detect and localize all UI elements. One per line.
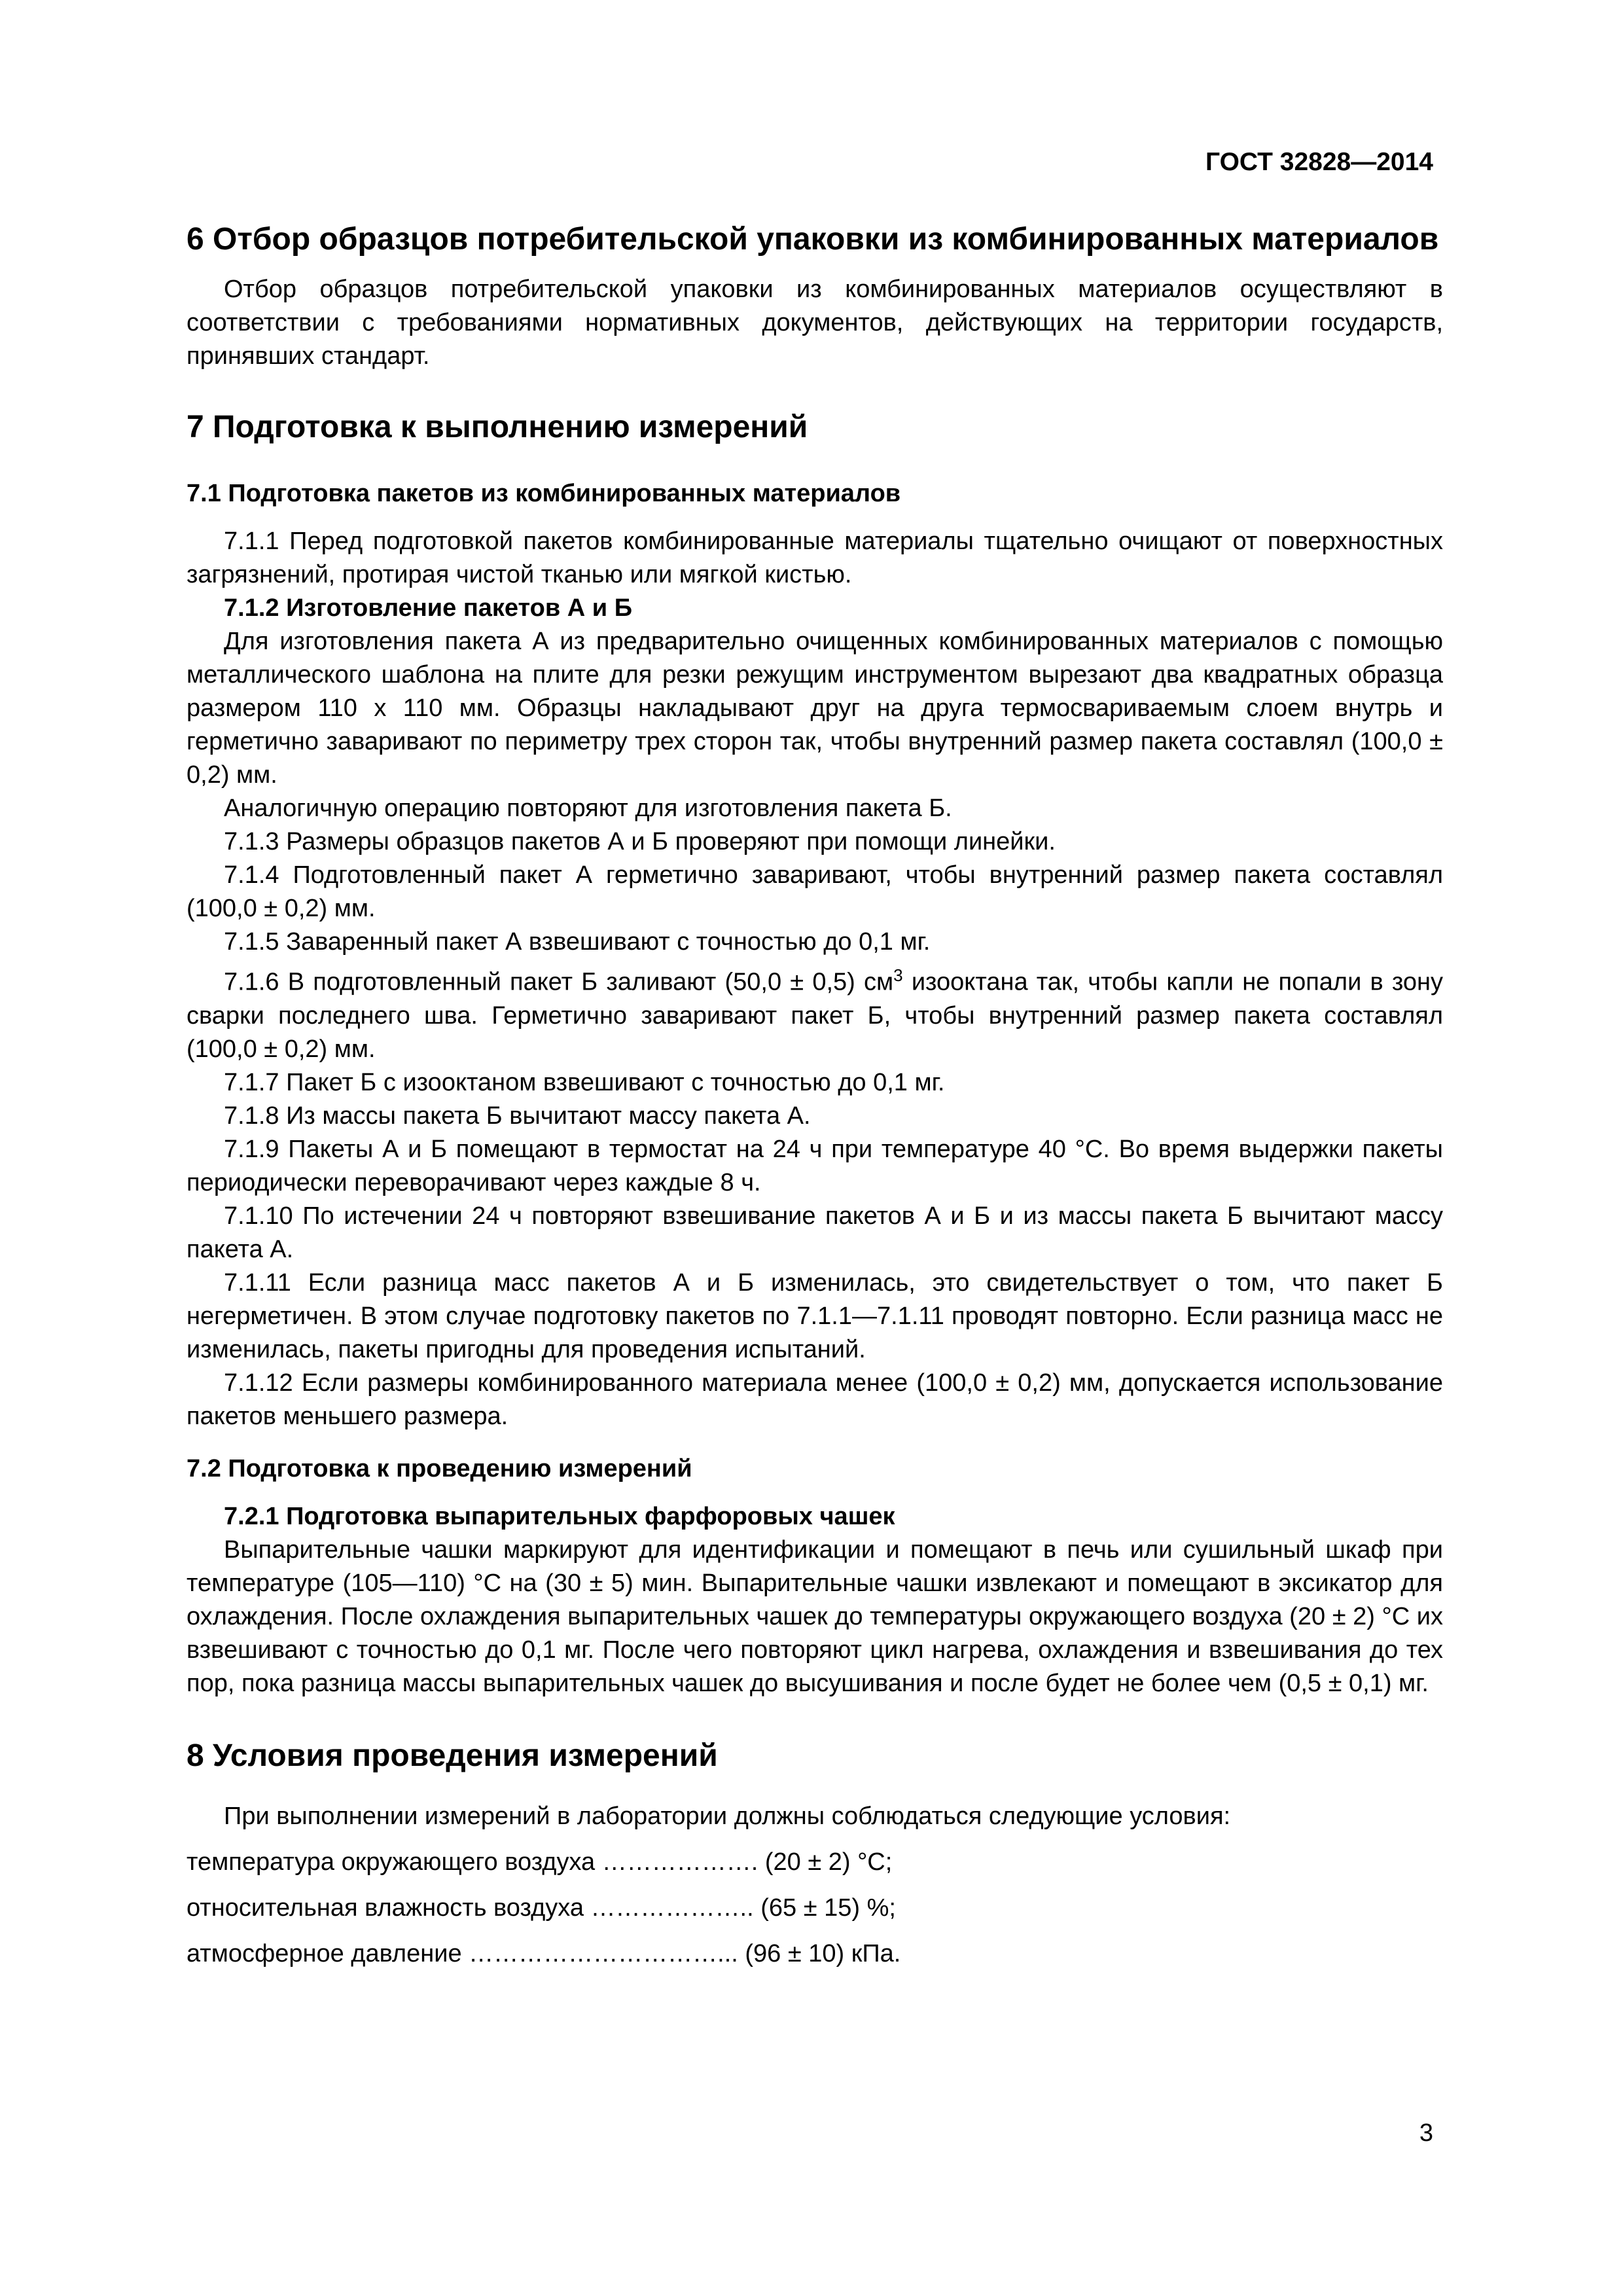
- condition-humidity: относительная влажность воздуха ……………….. (65 ± 15) %;: [187, 1893, 896, 1922]
- superscript-3: 3: [893, 965, 903, 985]
- paragraph-7-1-7: 7.1.7 Пакет Б с изооктаном взвешивают с точностью до 0,1 мг.: [224, 1068, 945, 1096]
- section-6-title: 6 Отбор образцов потребительской упаковки из комбинированных материалов: [187, 222, 1439, 257]
- paragraph-7-2-1: Выпарительные чашки маркируют для идентификации и помещают в печь или сушильный шкаф при температуре (105—110) °С на (30 ± 5) мин. Выпарительные чашки извлекают и помещают в эксикатор для охлаждения. После охлаждения выпарительных чашек до температуры окружающего воздуха (20 ± 2) °С их взвешивают с точностью до 0,1 мг. После чего повторяют цикл нагрева, охлаждения и взвешивания до тех пор, пока разница массы выпарительных чашек до высушивания и после будет не более чем (0,5 ± 0,1) мг.: [187, 1535, 1443, 1697]
- paragraph-7-1-3: 7.1.3 Размеры образцов пакетов А и Б проверяют при помощи линейки.: [224, 828, 1056, 855]
- paragraph-7-1-9: 7.1.9 Пакеты А и Б помещают в термостат на 24 ч при температуре 40 °С. Во время выдержки пакеты периодически переворачивают через каждые 8 ч.: [187, 1135, 1443, 1196]
- subsection-7-1-title: 7.1 Подготовка пакетов из комбинированных материалов: [187, 480, 901, 507]
- paragraph-7-2-1-title: 7.2.1 Подготовка выпарительных фарфоровых чашек: [224, 1502, 895, 1530]
- paragraph-7-1-2-title: 7.1.2 Изготовление пакетов А и Б: [224, 594, 633, 622]
- subsection-7-2-title: 7.2 Подготовка к проведению измерений: [187, 1454, 692, 1482]
- section-8-intro: При выполнении измерений в лаборатории должны соблюдаться следующие условия:: [224, 1802, 1231, 1830]
- paragraph-7-1-6-part-b: изооктана так, чтобы капли не попали в зону сварки последнего шва. Герметично заваривают пакет Б, чтобы внутренний размер пакета составлял (100,0 ± 0,2) мм.: [187, 968, 1444, 1063]
- paragraph-7-1-6-part-a: 7.1.6 В подготовленный пакет Б заливают (50,0 ± 0,5) см: [224, 968, 894, 996]
- paragraph-7-1-4: 7.1.4 Подготовленный пакет А герметично заваривают, чтобы внутренний размер пакета составлял (100,0 ± 0,2) мм.: [187, 861, 1443, 922]
- paragraph-7-1-12: 7.1.12 Если размеры комбинированного материала менее (100,0 ± 0,2) мм, допускается использование пакетов меньшего размера.: [187, 1369, 1443, 1430]
- page-number: 3: [1419, 2119, 1433, 2147]
- condition-temperature: температура окружающего воздуха ………………. (20 ± 2) °С;: [187, 1848, 893, 1876]
- section-6-paragraph: Отбор образцов потребительской упаковки из комбинированных материалов осуществляют в соответствии с требованиями нормативных документов, действующих на территории государств, принявших стандарт.: [187, 276, 1443, 370]
- paragraph-7-1-5: 7.1.5 Заваренный пакет А взвешивают с точностью до 0,1 мг.: [224, 928, 931, 956]
- paragraph-7-1-1: 7.1.1 Перед подготовкой пакетов комбинированные материалы тщательно очищают от поверхностных загрязнений, протирая чистой тканью или мягкой кистью.: [187, 528, 1443, 588]
- paragraph-7-1-11: 7.1.11 Если разница масс пакетов А и Б изменилась, это свидетельствует о том, что пакет Б негерметичен. В этом случае подготовку пакетов по 7.1.1—7.1.11 проводят повторно. Если разница масс не изменилась, пакеты пригодны для проведения испытаний.: [187, 1268, 1443, 1363]
- paragraph-7-1-6: [187, 959, 1443, 1066]
- document-code: ГОСТ 32828—2014: [1205, 148, 1433, 176]
- paragraph-7-1-2: Для изготовления пакета А из предварительно очищенных комбинированных материалов с помощью металлического шаблона на плите для резки режущим инструментом вырезают два квадратных образца размером 110 х 110 мм. Образцы накладывают друг на друга термосвариваемым слоем внутрь и герметично заваривают по периметру трех сторон так, чтобы внутренний размер пакета составлял (100,0 ± 0,2) мм.: [187, 628, 1443, 789]
- paragraph-7-1-2-b: Аналогичную операцию повторяют для изготовления пакета Б.: [224, 795, 952, 822]
- paragraph-7-1-8: 7.1.8 Из массы пакета Б вычитают массу пакета А.: [224, 1102, 811, 1130]
- page-body: [187, 219, 1443, 1977]
- paragraph-7-1-10: 7.1.10 По истечении 24 ч повторяют взвешивание пакетов А и Б и из массы пакета Б вычитают массу пакета А.: [187, 1202, 1443, 1263]
- section-7-title: 7 Подготовка к выполнению измерений: [187, 410, 808, 444]
- section-8-title: 8 Условия проведения измерений: [187, 1738, 718, 1773]
- condition-pressure: атмосферное давление …………………………... (96 ± 10) кПа.: [187, 1939, 901, 1967]
